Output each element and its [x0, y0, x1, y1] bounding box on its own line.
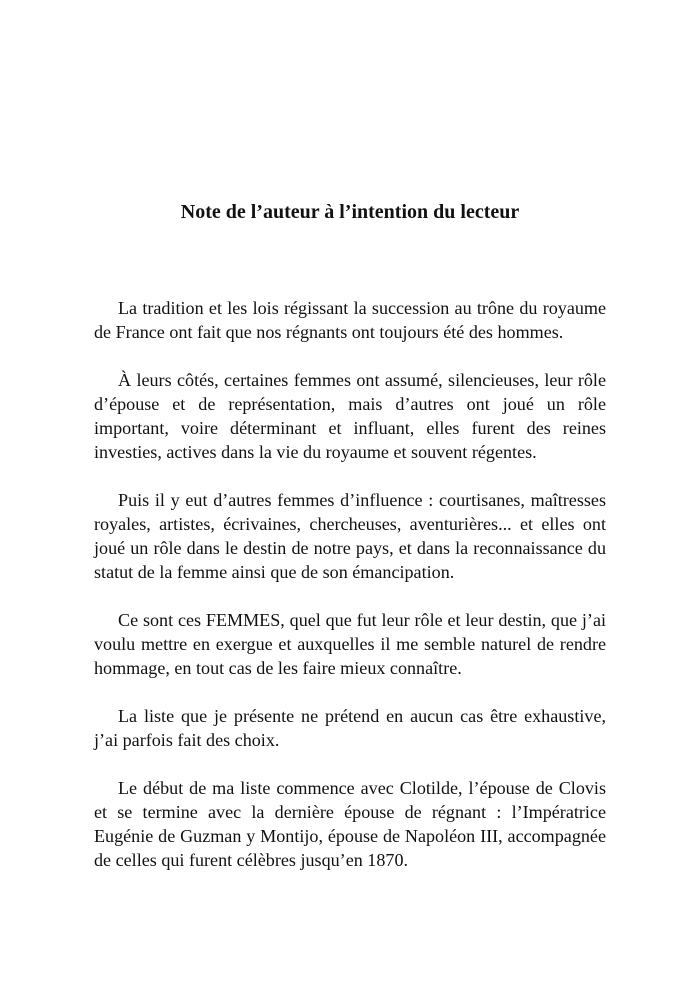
page-title: Note de l’auteur à l’intention du lecteur [180, 201, 520, 223]
paragraph-4: Ce sont ces FEMMES, quel que fut leur rôle et leur destin, que j’ai voulu mettre en exergue et auxquelles il me semble naturel de rendre hommage, en tout cas de les faire mieux connaître. [94, 610, 606, 678]
paragraph-6: Le début de ma liste commence avec Clotilde, l’épouse de Clovis et se termine avec la dernière épouse de régnant : l’Impératrice Eugénie de Guzman y Montijo, épouse de Napoléon III, accompagnée de celles qui furent célèbres jusqu’en 1870. [94, 778, 606, 870]
page-body [94, 296, 606, 872]
paragraph-1: La tradition et les lois régissant la succession au trône du royaume de France ont fait que nos régnants ont toujours été des hommes. [94, 298, 606, 342]
paragraph-2: À leurs côtés, certaines femmes ont assumé, silencieuses, leur rôle d’épouse et de représentation, mais d’autres ont joué un rôle important, voire déterminant et influant, elles furent des reines investies, actives dans la vie du royaume et souvent régentes. [94, 370, 606, 462]
paragraph-5: La liste que je présente ne prétend en aucun cas être exhaustive, j’ai parfois fait des choix. [94, 706, 606, 750]
paragraph-3: Puis il y eut d’autres femmes d’influence : courtisanes, maîtresses royales, artistes, écrivaines, chercheuses, aventurières... et elles ont joué un rôle dans le destin de notre pays, et dans la reconnaissance du statut de la femme ainsi que de son émancipation. [94, 490, 606, 582]
